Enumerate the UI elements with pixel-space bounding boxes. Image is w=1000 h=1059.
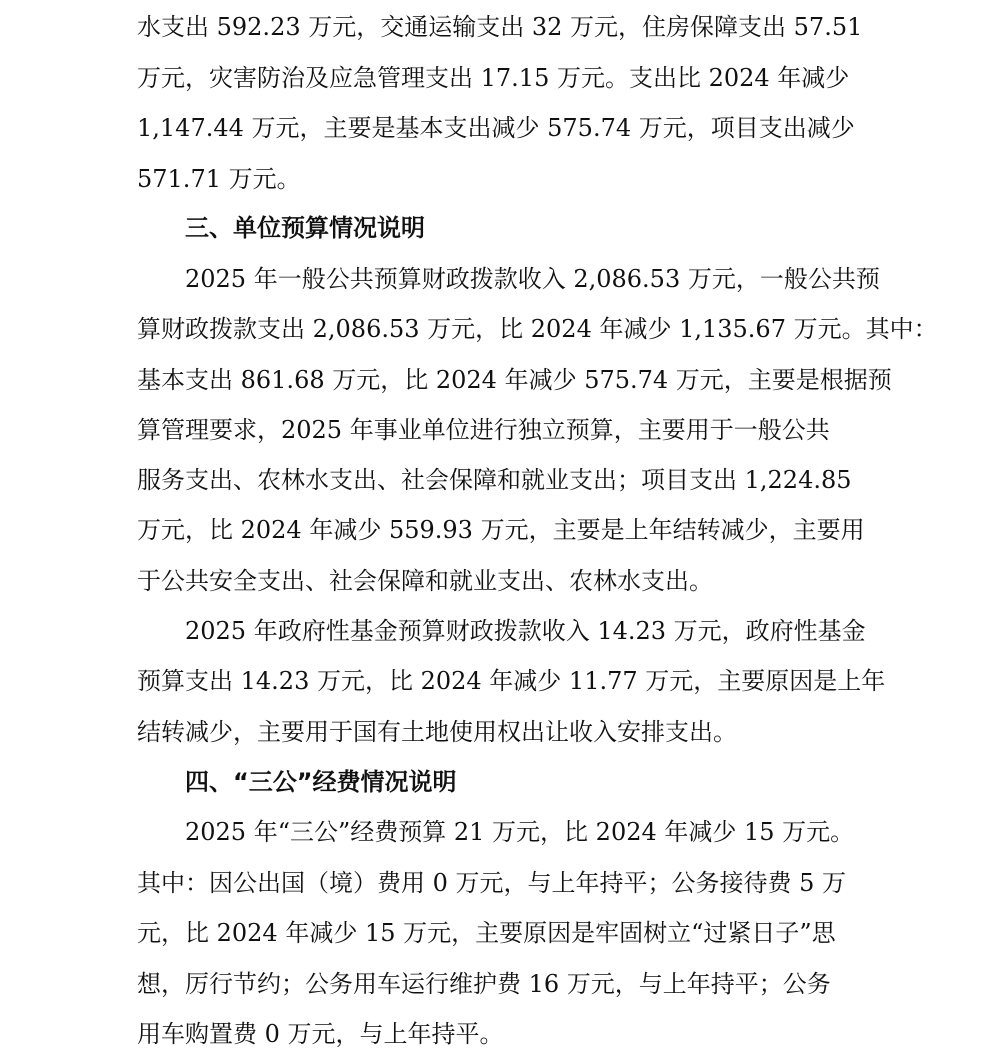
paragraph-line: 算管理要求，2025 年事业单位进行独立预算，主要用于一般公共 [137,416,830,444]
paragraph-line: 用车购置费 0 万元，与上年持平。 [137,1020,504,1048]
section-heading-4: 四、“三公”经费情况说明 [185,768,457,796]
paragraph-line: 其中：因公出国（境）费用 0 万元，与上年持平；公务接待费 5 万 [137,869,847,897]
paragraph-line: 结转减少，主要用于国有土地使用权出让收入安排支出。 [137,718,737,746]
section-heading-3: 三、单位预算情况说明 [185,214,425,242]
paragraph-line: 1,147.44 万元，主要是基本支出减少 575.74 万元，项目支出减少 [137,114,855,142]
paragraph-line: 预算支出 14.23 万元，比 2024 年减少 11.77 万元，主要原因是上年 [137,667,886,695]
paragraph-line: 算财政拨款支出 2,086.53 万元，比 2024 年减少 1,135.67 万元。其中： [137,315,938,343]
paragraph-line: 万元，灾害防治及应急管理支出 17.15 万元。支出比 2024 年减少 [137,64,850,92]
paragraph-line: 2025 年一般公共预算财政拨款收入 2,086.53 万元，一般公共预 [185,265,880,293]
paragraph-line: 服务支出、农林水支出、社会保障和就业支出；项目支出 1,224.85 [137,466,852,494]
paragraph-line: 想，厉行节约；公务用车运行维护费 16 万元，与上年持平；公务 [137,970,831,998]
paragraph-line: 万元，比 2024 年减少 559.93 万元，主要是上年结转减少，主要用 [137,516,865,544]
paragraph-line: 基本支出 861.68 万元，比 2024 年减少 575.74 万元，主要是根据预 [137,366,892,394]
paragraph-line: 于公共安全支出、社会保障和就业支出、农林水支出。 [137,567,713,595]
paragraph-line: 571.71 万元。 [137,165,301,193]
paragraph-line: 2025 年“三公”经费预算 21 万元，比 2024 年减少 15 万元。 [185,818,855,846]
paragraph-line: 2025 年政府性基金预算财政拨款收入 14.23 万元，政府性基金 [185,617,866,645]
paragraph-line: 水支出 592.23 万元，交通运输支出 32 万元，住房保障支出 57.51 [137,13,863,41]
paragraph-line: 元，比 2024 年减少 15 万元，主要原因是牢固树立“过紧日子”思 [137,919,836,947]
